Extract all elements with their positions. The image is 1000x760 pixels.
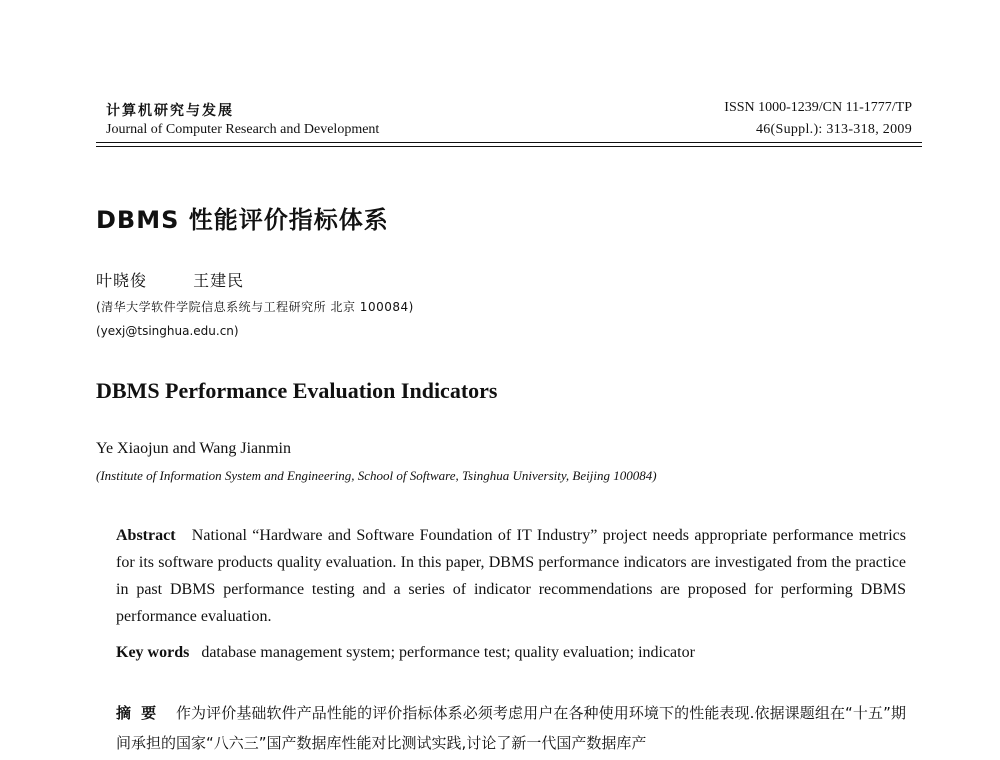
chinese-abstract-label: 摘要 <box>116 704 167 722</box>
journal-title-cn: 计算机研究与发展 <box>106 103 234 119</box>
header-rule <box>96 142 922 143</box>
chinese-abstract-paragraph <box>116 698 906 758</box>
paper-title-cn: DBMS 性能评价指标体系 <box>96 206 389 234</box>
abstract-label: Abstract <box>116 527 176 544</box>
volume-pages: 46(Suppl.): 313-318, 2009 <box>755 122 912 137</box>
issn: ISSN 1000-1239/CN 11-1777/TP <box>724 100 912 115</box>
keywords-label: Key words <box>116 644 190 661</box>
journal-title-en: Journal of Computer Research and Development <box>106 122 380 137</box>
header-rule-thin <box>96 146 922 147</box>
paper-title-en: DBMS Performance Evaluation Indicators <box>96 378 498 403</box>
abstract-text: National “Hardware and Software Foundation of IT Industry” project needs appropriate performance metrics for its software products quality evaluation. In this paper, DBMS performance indicators are investigated from the practice in past DBMS performance testing and a series of indicator recommendations are proposed for performing DBMS performance evaluation. <box>116 527 907 625</box>
chinese-abstract-text: 作为评价基础软件产品性能的评价指标体系必须考虑用户在各种使用环境下的性能表现.依据课题组在“十五”期间承担的国家“八六三”国产数据库性能对比测试实践,讨论了新一代国产数据库产 <box>116 704 906 752</box>
authors-en: Ye Xiaojun and Wang Jianmin <box>96 440 291 457</box>
author-email: (yexj@tsinghua.edu.cn) <box>96 324 239 338</box>
authors-cn: 叶晓俊 王建民 <box>96 271 245 290</box>
affiliation-cn: (清华大学软件学院信息系统与工程研究所 北京 100084) <box>96 300 414 314</box>
keywords-paragraph <box>116 644 906 662</box>
abstract-paragraph <box>116 522 906 630</box>
keywords-text: database management system; performance test; quality evaluation; indicator <box>201 644 695 661</box>
affiliation-en: (Institute of Information System and Engineering, School of Software, Tsinghua University, Beijing 100084) <box>96 468 657 483</box>
